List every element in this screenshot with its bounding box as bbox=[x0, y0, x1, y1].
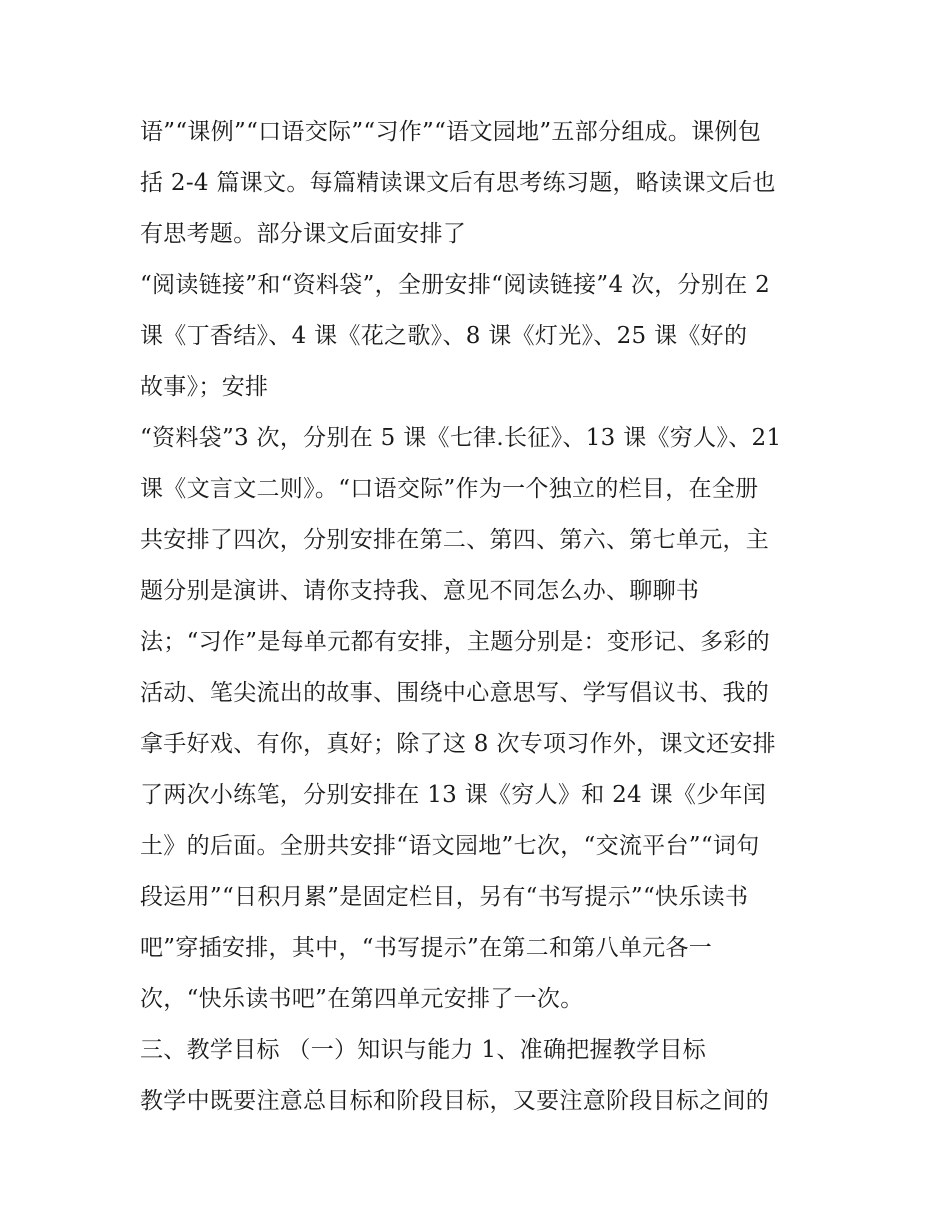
text-line: 题分别是演讲、请你支持我、意见不同怎么办、聊聊书 bbox=[140, 578, 700, 604]
text-line: 括 2-4 篇课文。每篇精读课文后有思考练习题，略读课文后也 bbox=[140, 170, 776, 196]
text-line: 吧”穿插安排，其中，“书写提示”在第二和第八单元各一 bbox=[140, 935, 713, 961]
text-line: 教学中既要注意总目标和阶段目标，又要注意阶段目标之间的 bbox=[140, 1088, 770, 1114]
text-line: 拿手好戏、有你，真好；除了这 8 次专项习作外，课文还安排 bbox=[140, 731, 776, 757]
text-line: 了两次小练笔，分别安排在 13 课《穷人》和 24 课《少年闰 bbox=[140, 782, 767, 808]
document-body bbox=[140, 107, 830, 1127]
text-line: 法；“习作”是每单元都有安排，主题分别是：变形记、多彩的 bbox=[140, 629, 770, 655]
text-line: “阅读链接”和“资料袋”，全册安排“阅读链接”4 次，分别在 2 bbox=[140, 272, 771, 298]
text-line: 课《文言文二则》。“口语交际”作为一个独立的栏目，在全册 bbox=[140, 476, 759, 502]
text-line: 共安排了四次，分别安排在第二、第四、第六、第七单元，主 bbox=[140, 527, 770, 553]
text-line: 段运用”“日积月累”是固定栏目，另有“书写提示”“快乐读书 bbox=[140, 884, 749, 910]
text-line: 有思考题。部分课文后面安排了 bbox=[140, 221, 467, 247]
text-line: 土》的后面。全册共安排“语文园地”七次，“交流平台”“词句 bbox=[140, 833, 760, 859]
section-heading: 三、教学目标 （一）知识与能力 1、准确把握教学目标 bbox=[140, 1037, 707, 1063]
text-line: 活动、笔尖流出的故事、围绕中心意思写、学写倡议书、我的 bbox=[140, 680, 770, 706]
text-line: 课《丁香结》、4 课《花之歌》、8 课《灯光》、25 课《好的 bbox=[140, 323, 748, 349]
text-line: 语”“课例”“口语交际”“习作”“语文园地”五部分组成。课例包 bbox=[140, 119, 762, 145]
text-line: 次，“快乐读书吧”在第四单元安排了一次。 bbox=[140, 986, 584, 1012]
text-line: 故事》；安排 bbox=[140, 374, 269, 400]
text-line: “资料袋”3 次，分别在 5 课《七律.长征》、13 课《穷人》、21 bbox=[140, 425, 782, 451]
